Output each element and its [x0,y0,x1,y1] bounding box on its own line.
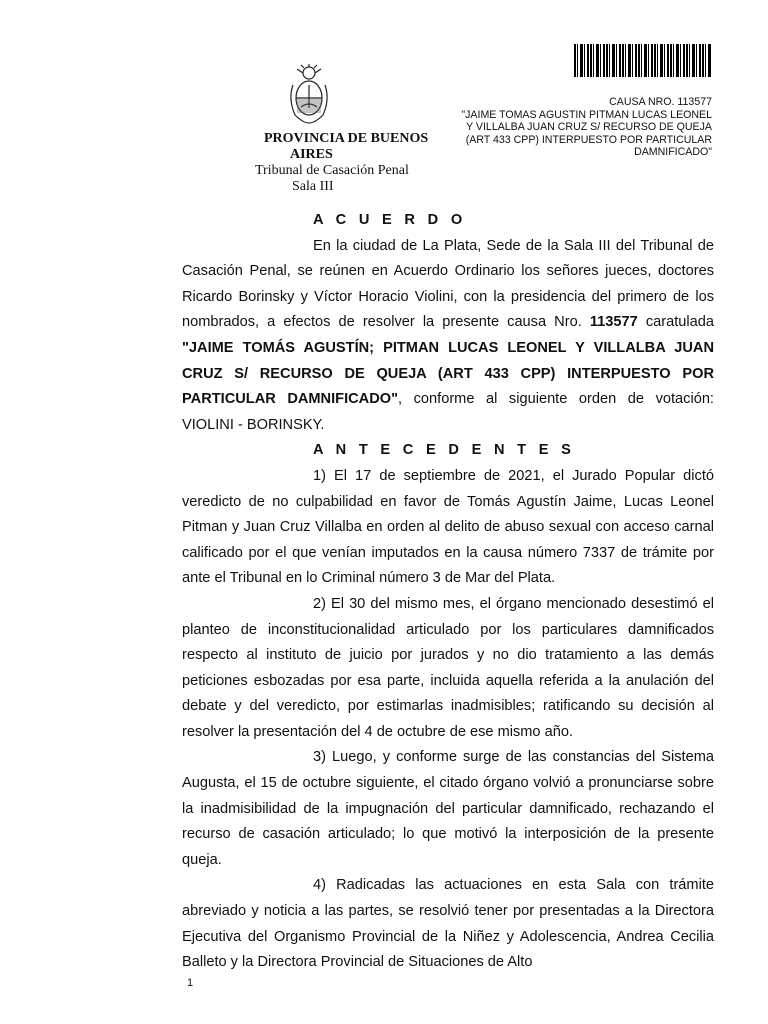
coat-of-arms-seal [287,63,331,125]
province-line1: PROVINCIA DE BUENOS [264,131,429,146]
voting-order-text: , conforme al siguiente orden de votación: VIOLINI - BORINSKY. [182,391,714,433]
intro-paragraph [182,234,714,439]
tribunal-name: Tribunal de Casación Penal [255,163,409,178]
paragraph-1: 1) El 17 de septiembre de 2021, el Jurado Popular dictó veredicto de no culpabilidad en favor de Tomás Agustín Jaime, Lucas Leonel Pitman y Juan Cruz Villalba en orden al delito de abuso sexual con acceso carnal calificado por el que venían imputados en la causa número 7337 de trámite por ante el Tribunal en lo Criminal número 3 de Mar del Plata. [182,467,714,587]
paragraph-4: 4) Radicadas las actuaciones en esta Sala con trámite abreviado y noticia a las partes, se resolvió tener por presentadas a la Directora Ejecutiva del Organismo Provincial de la Niñez y Adolescencia, Andrea Cecilia Balleto y la Directora Provincial de Situaciones de Alto [182,877,714,971]
case-title: "JAIME TOMÁS AGUSTÍN; PITMAN LUCAS LEONEL Y VILLALBA JUAN CRUZ S/ RECURSO DE QUEJA (ART 433 CPP) INTERPUESTO POR PARTICULAR DAMNIFICADO" [182,339,714,408]
case-ref-line: Y VILLALBA JUAN CRUZ S/ RECURSO DE QUEJA [466,121,712,134]
heading-acuerdo: A C U E R D O [313,212,467,228]
barcode [574,44,712,77]
province-name [245,131,444,163]
case-number: 113577 [589,314,638,331]
case-ref-line: DAMNIFICADO" [634,146,712,159]
case-ref-line: CAUSA NRO. 113577 [609,96,712,108]
paragraph-3: 3) Luego, y conforme surge de las constancias del Sistema Augusta, el 15 de octubre siguiente, el citado órgano volvió a pronunciarse sobre la inadmisibilidad de la impugnación del particular damnificado, rechazando el recurso de casación articulado; lo que motivó la interposición de la presente queja. [182,749,714,868]
sala-name: Sala III [292,179,334,194]
intro-text: En la ciudad de La Plata, Sede de la Sala III del Tribunal de Casación Penal, se reúnen en Acuerdo Ordinario los señores jueces, doctores Ricardo Borinsky y Víctor Horacio Violini, con la presidencia del primero de los nombrados, a efectos de resolver la presente causa Nro. [182,237,714,331]
institution-header [245,131,445,195]
paragraph-2: 2) El 30 del mismo mes, el órgano mencionado desestimó el planteo de inconstitucionalidad articulado por los particulares damnificados respecto al instituto de juicio por jurados y no dio tratamiento a las demás peticiones esbozadas por esa parte, incluida aquella referida a la anulación del debate y del veredicto, por estimarlas inadmisibles; ratificando su decisión al resolver la presentación del 4 de octubre de ese mismo año. [182,595,714,740]
document-body [182,208,714,976]
case-reference [442,96,712,159]
heading-antecedentes: A N T E C E D E N T E S [313,442,576,459]
case-ref-line: "JAIME TOMAS AGUSTIN PITMAN LUCAS LEONEL [461,108,712,121]
page-number: 1 [187,977,194,989]
case-ref-line: (ART 433 CPP) INTERPUESTO POR PARTICULAR [465,133,712,146]
province-line2: AIRES [290,147,333,162]
caratulada-text: caratulada [637,314,714,331]
